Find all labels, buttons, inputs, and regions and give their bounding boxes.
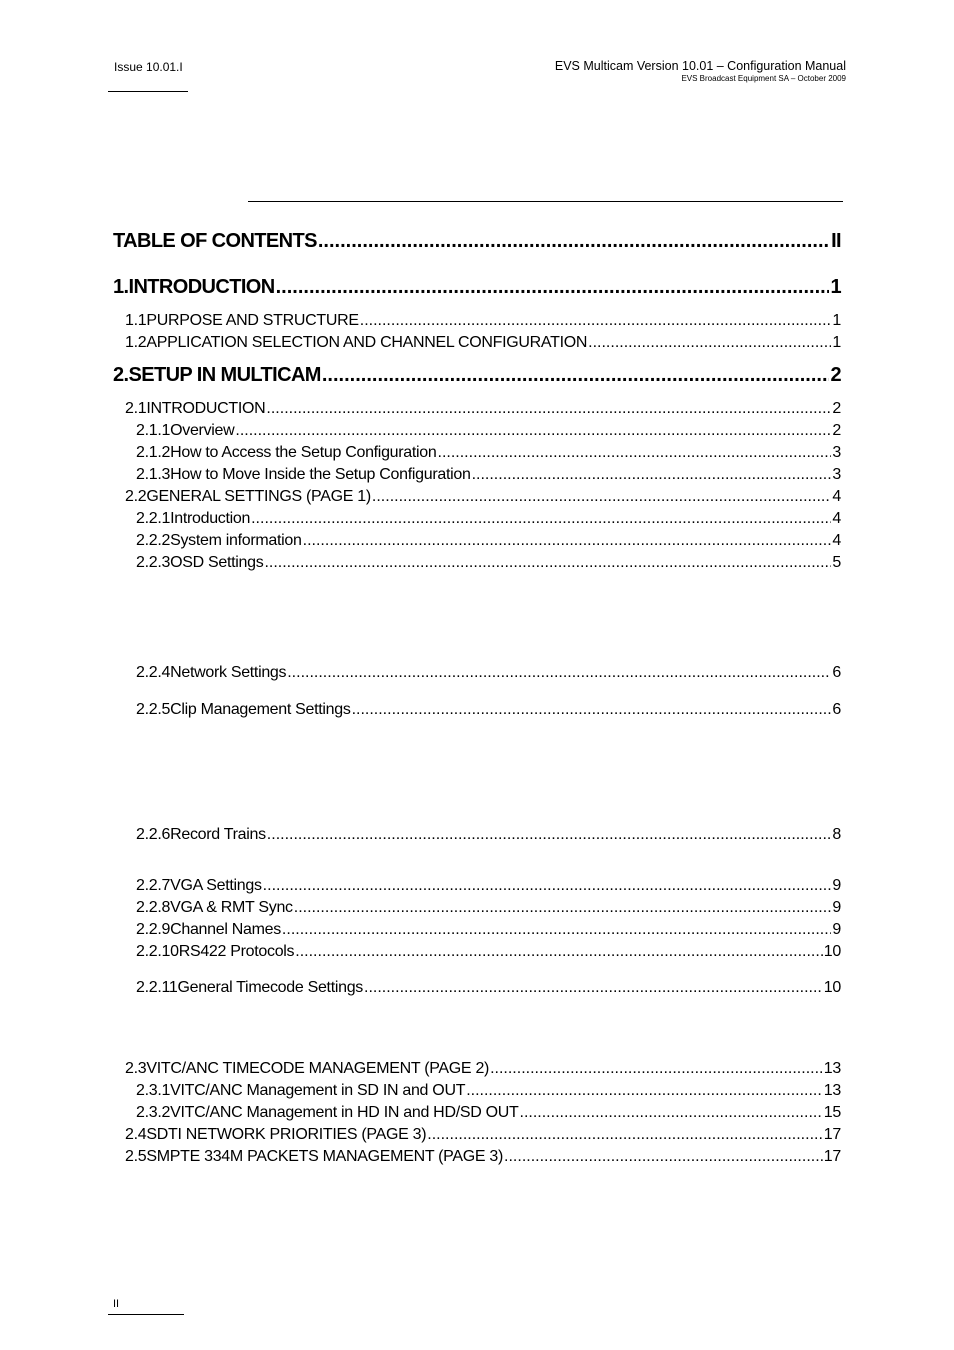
toc-page: 13	[823, 1082, 841, 1099]
toc-title: Record Trains	[170, 826, 266, 843]
toc-entry-2-5[interactable]	[125, 1148, 841, 1166]
toc-entry-2-1-2[interactable]	[136, 444, 841, 462]
toc-leader	[287, 664, 831, 682]
toc-leader	[520, 1104, 823, 1122]
toc-page: 17	[823, 1126, 841, 1143]
toc-entry-table-of-contents[interactable]	[113, 230, 841, 253]
toc-entry-2-2-4[interactable]	[136, 664, 841, 682]
toc-entry-1-2[interactable]	[125, 334, 841, 352]
toc-number: 2.2.10	[136, 943, 179, 960]
toc-entry-1-1[interactable]	[125, 312, 841, 330]
toc-page: 4	[832, 488, 841, 505]
toc-number: 2.2.7	[136, 877, 171, 894]
toc-page: 1	[832, 312, 841, 329]
toc-leader	[438, 444, 832, 462]
footer-rule	[108, 1314, 184, 1315]
toc-page: 3	[832, 466, 841, 483]
toc-page: 10	[823, 979, 841, 996]
toc-page: 5	[832, 554, 841, 571]
toc-leader	[295, 943, 823, 961]
toc-number: 2.1.1	[136, 422, 171, 439]
toc-number: 1.1	[125, 312, 147, 329]
toc-number: 2.5	[125, 1148, 147, 1165]
toc-number: 2.2.3	[136, 554, 171, 571]
toc-title: VITC/ANC Management in HD IN and HD/SD OUT	[170, 1104, 519, 1121]
toc-leader	[372, 488, 831, 506]
toc-number: 2.2	[125, 488, 147, 505]
toc-leader	[235, 422, 831, 440]
toc-number: 2.2.4	[136, 664, 171, 681]
toc-page: 17	[823, 1148, 841, 1165]
toc-title: PURPOSE AND STRUCTURE	[146, 312, 359, 329]
toc-number: 2.3.1	[136, 1082, 171, 1099]
toc-page: 6	[832, 664, 841, 681]
toc-entry-chapter-2[interactable]	[113, 364, 841, 387]
toc-number: 2.3	[125, 1060, 147, 1077]
toc-title: VITC/ANC Management in SD IN and OUT	[170, 1082, 466, 1099]
toc-leader	[427, 1126, 823, 1144]
toc-page: 2	[832, 422, 841, 439]
toc-page: 4	[832, 532, 841, 549]
toc-entry-2-2-6[interactable]	[136, 826, 841, 844]
toc-number: 2.2.5	[136, 701, 171, 718]
toc-leader	[466, 1082, 823, 1100]
toc-leader	[360, 312, 832, 330]
toc-page: 9	[832, 899, 841, 916]
toc-leader	[263, 877, 832, 895]
toc-page: 15	[823, 1104, 841, 1121]
toc-leader	[282, 921, 831, 939]
toc-page: 2	[832, 400, 841, 417]
toc-page: 6	[832, 701, 841, 718]
toc-page: 13	[823, 1060, 841, 1077]
toc-page: 1	[830, 276, 841, 298]
toc-number: 2.2.11	[136, 979, 178, 996]
toc-leader	[264, 554, 831, 572]
toc-entry-2-2-5[interactable]	[136, 701, 841, 719]
toc-number: 2.1.3	[136, 466, 171, 483]
toc-title: SDTI NETWORK PRIORITIES (PAGE 3)	[146, 1126, 427, 1143]
toc-title: Overview	[170, 422, 235, 439]
toc-number: 2.2.8	[136, 899, 171, 916]
toc-leader	[267, 826, 832, 844]
toc-leader	[504, 1148, 823, 1166]
toc-title: TABLE OF CONTENTS	[113, 230, 317, 252]
toc-title: VITC/ANC TIMECODE MANAGEMENT (PAGE 2)	[146, 1060, 490, 1077]
toc-entry-2-3-1[interactable]	[136, 1082, 841, 1100]
toc-page: 2	[830, 364, 841, 386]
toc-title: How to Move Inside the Setup Configuration	[170, 466, 471, 483]
toc-entry-2-2[interactable]	[125, 488, 841, 506]
toc-leader	[318, 230, 830, 253]
toc-number: 2.3.2	[136, 1104, 171, 1121]
toc-number: 2.2.9	[136, 921, 171, 938]
toc-title: VGA Settings	[170, 877, 262, 894]
toc-title: System information	[170, 532, 302, 549]
toc-entry-2-2-8[interactable]	[136, 899, 841, 917]
document-subtitle: EVS Broadcast Equipment SA – October 2009	[681, 74, 846, 83]
toc-number: 2.1.2	[136, 444, 171, 461]
toc-title: VGA & RMT Sync	[170, 899, 293, 916]
issue-label: Issue 10.01.I	[114, 60, 183, 74]
toc-leader	[251, 510, 831, 528]
toc-leader	[588, 334, 831, 352]
toc-entry-2-2-9[interactable]	[136, 921, 841, 939]
toc-number: 1.2	[125, 334, 147, 351]
toc-number: 2.	[113, 364, 129, 386]
toc-number: 2.2.6	[136, 826, 171, 843]
toc-title: OSD Settings	[170, 554, 264, 571]
toc-title: SMPTE 334M PACKETS MANAGEMENT (PAGE 3)	[146, 1148, 504, 1165]
toc-leader	[266, 400, 831, 418]
title-rule	[248, 201, 843, 202]
toc-entry-2-1-3[interactable]	[136, 466, 841, 484]
toc-entry-2-2-1[interactable]	[136, 510, 841, 528]
toc-leader	[490, 1060, 823, 1078]
toc-page: 1	[832, 334, 841, 351]
toc-entry-2-2-10[interactable]	[136, 943, 841, 961]
toc-number: 2.2.1	[136, 510, 171, 527]
toc-entry-2-2-7[interactable]	[136, 877, 841, 895]
toc-entry-2-4[interactable]	[125, 1126, 841, 1144]
toc-number: 2.2.2	[136, 532, 171, 549]
toc-title: Channel Names	[170, 921, 281, 938]
toc-page: 10	[823, 943, 841, 960]
toc-number: 2.4	[125, 1126, 147, 1143]
toc-title: Introduction	[170, 510, 251, 527]
toc-leader	[303, 532, 832, 550]
toc-title: Clip Management Settings	[170, 701, 351, 718]
toc-leader	[294, 899, 832, 917]
toc-page: 9	[832, 877, 841, 894]
toc-title: INTRODUCTION	[128, 276, 275, 298]
toc-entry-2-1-1[interactable]	[136, 422, 841, 440]
toc-title: INTRODUCTION	[146, 400, 266, 417]
toc-entry-2-2-11[interactable]	[136, 979, 841, 997]
toc-leader	[472, 466, 832, 484]
toc-entry-2-1[interactable]	[125, 400, 841, 418]
toc-leader	[352, 701, 832, 719]
toc-page: 4	[832, 510, 841, 527]
footer-page-number: II	[113, 1298, 120, 1310]
toc-page: 8	[832, 826, 841, 843]
toc-title: General Timecode Settings	[177, 979, 363, 996]
toc-title: How to Access the Setup Configuration	[170, 444, 437, 461]
toc-number: 1.	[113, 276, 129, 298]
toc-title: APPLICATION SELECTION AND CHANNEL CONFIGURATION	[146, 334, 588, 351]
toc-leader	[322, 364, 830, 387]
toc-entry-2-2-3[interactable]	[136, 554, 841, 572]
header-rule-left	[108, 91, 188, 92]
toc-entry-2-3-2[interactable]	[136, 1104, 841, 1122]
toc-title: GENERAL SETTINGS (PAGE 1)	[146, 488, 371, 505]
toc-page: 9	[832, 921, 841, 938]
toc-entry-chapter-1[interactable]	[113, 276, 841, 299]
toc-leader	[364, 979, 823, 997]
toc-leader	[276, 276, 830, 299]
toc-title: RS422 Protocols	[178, 943, 295, 960]
toc-title: Network Settings	[170, 664, 287, 681]
toc-entry-2-3[interactable]	[125, 1060, 841, 1078]
toc-entry-2-2-2[interactable]	[136, 532, 841, 550]
toc-page: 3	[832, 444, 841, 461]
toc-page: II	[831, 230, 841, 252]
document-title: EVS Multicam Version 10.01 – Configuration Manual	[554, 59, 846, 73]
toc-title: SETUP IN MULTICAM	[128, 364, 321, 386]
toc-number: 2.1	[125, 400, 147, 417]
